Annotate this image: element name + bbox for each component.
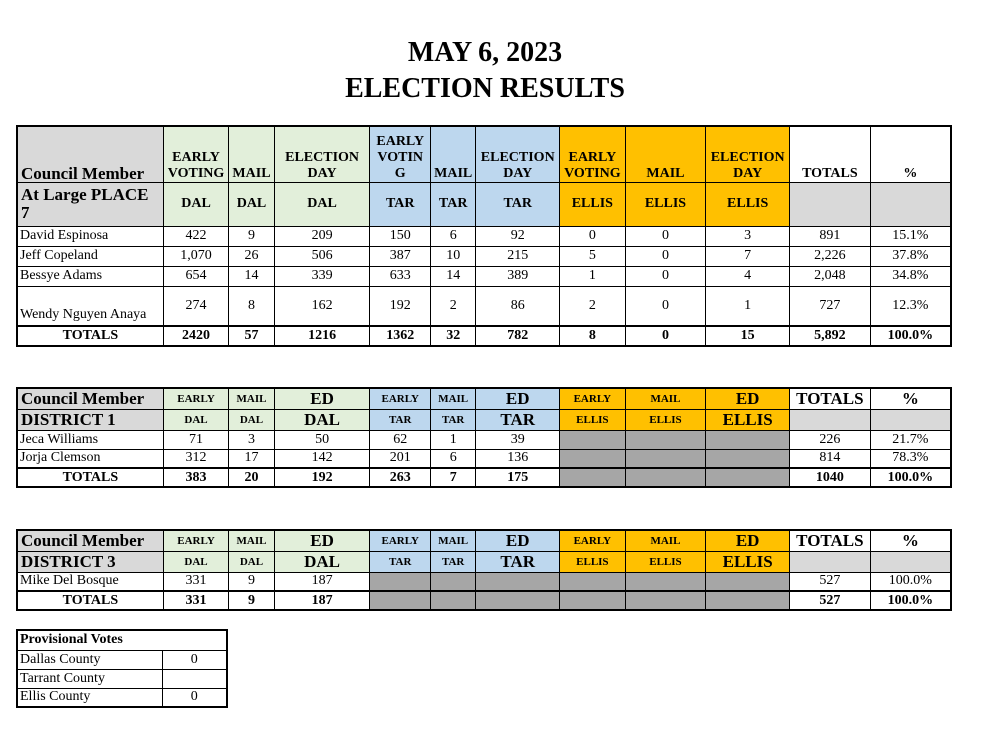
vote-cell: 215 — [476, 246, 560, 266]
blank-cell — [560, 468, 626, 487]
blank-cell — [790, 182, 871, 226]
col-header: MAIL — [625, 126, 706, 182]
vote-cell: 187 — [274, 572, 370, 591]
col-header: ED — [706, 388, 790, 409]
totals-label: TOTALS — [17, 468, 163, 487]
county-label: TAR — [370, 409, 431, 430]
blank-cell — [706, 591, 790, 610]
table-row — [17, 286, 951, 326]
vote-cell: 422 — [163, 226, 229, 246]
total-cell: 2420 — [163, 326, 229, 346]
vote-cell: 0 — [625, 286, 706, 326]
total-cell: 226 — [790, 430, 871, 449]
provisional-count: 0 — [162, 688, 227, 707]
vote-cell: 3 — [706, 226, 790, 246]
vote-cell: 62 — [370, 430, 431, 449]
percent-cell: 100.0% — [870, 468, 951, 487]
county-label: ELLIS — [706, 551, 790, 572]
vote-cell: 192 — [370, 286, 431, 326]
total-cell: 1362 — [370, 326, 431, 346]
vote-cell: 50 — [274, 430, 370, 449]
county-label: TAR — [476, 182, 560, 226]
race-label: Council Member — [17, 126, 163, 182]
county-label: DAL — [274, 551, 370, 572]
vote-cell: 312 — [163, 449, 229, 468]
col-header: ELECTION DAY — [476, 126, 560, 182]
col-header: MAIL — [625, 530, 706, 551]
vote-cell: 5 — [560, 246, 626, 266]
county-label: DAL — [229, 551, 274, 572]
candidate-name: Jeff Copeland — [17, 246, 163, 266]
candidate-name: Wendy Nguyen Anaya — [17, 286, 163, 326]
county-label: ELLIS — [625, 409, 706, 430]
blank-cell — [560, 430, 626, 449]
county-label: ELLIS — [625, 182, 706, 226]
total-cell: 192 — [274, 468, 370, 487]
county-label: ELLIS — [706, 182, 790, 226]
col-header: % — [870, 126, 951, 182]
total-cell: 8 — [560, 326, 626, 346]
totals-row — [17, 326, 951, 346]
table-row — [17, 430, 951, 449]
vote-cell: 1,070 — [163, 246, 229, 266]
vote-cell: 71 — [163, 430, 229, 449]
blank-cell — [476, 591, 560, 610]
district-label: DISTRICT 3 — [17, 551, 163, 572]
provisional-votes-table — [16, 629, 228, 708]
county-label: ELLIS — [560, 409, 626, 430]
total-cell: 32 — [431, 326, 476, 346]
vote-cell: 86 — [476, 286, 560, 326]
race-label: Council Member — [17, 388, 163, 409]
vote-cell: 506 — [274, 246, 370, 266]
vote-cell: 389 — [476, 266, 560, 286]
blank-cell — [560, 572, 626, 591]
percent-cell: 12.3% — [870, 286, 951, 326]
county-name: Ellis County — [17, 688, 162, 707]
blank-cell — [870, 182, 951, 226]
blank-cell — [431, 591, 476, 610]
vote-cell: 0 — [625, 226, 706, 246]
vote-cell: 8 — [229, 286, 274, 326]
vote-cell: 1 — [431, 430, 476, 449]
county-label: ELLIS — [560, 182, 626, 226]
county-label: TAR — [431, 182, 476, 226]
col-header: EARLY — [370, 388, 431, 409]
vote-cell: 6 — [431, 226, 476, 246]
candidate-name: Jorja Clemson — [17, 449, 163, 468]
candidate-name: Jeca Williams — [17, 430, 163, 449]
table-row — [17, 669, 227, 688]
vote-cell: 26 — [229, 246, 274, 266]
vote-cell: 387 — [370, 246, 431, 266]
col-header: MAIL — [229, 126, 274, 182]
blank-cell — [706, 572, 790, 591]
table-row — [17, 266, 951, 286]
total-cell: 57 — [229, 326, 274, 346]
col-header: ED — [476, 388, 560, 409]
col-header: EARLY VOTIN G — [370, 126, 431, 182]
col-header: MAIL — [625, 388, 706, 409]
vote-cell: 633 — [370, 266, 431, 286]
totals-label: TOTALS — [17, 591, 163, 610]
vote-cell: 9 — [229, 572, 274, 591]
blank-cell — [560, 591, 626, 610]
table-row — [17, 449, 951, 468]
blank-cell — [625, 449, 706, 468]
blank-cell — [790, 409, 871, 430]
total-cell: 175 — [476, 468, 560, 487]
col-header: EARLY — [163, 530, 229, 551]
vote-cell: 150 — [370, 226, 431, 246]
vote-cell: 6 — [431, 449, 476, 468]
vote-cell: 339 — [274, 266, 370, 286]
vote-cell: 201 — [370, 449, 431, 468]
county-name: Dallas County — [17, 650, 162, 669]
col-header: ED — [476, 530, 560, 551]
percent-cell: 100.0% — [870, 572, 951, 591]
vote-cell: 331 — [163, 572, 229, 591]
total-cell: 1216 — [274, 326, 370, 346]
col-header: MAIL — [229, 530, 274, 551]
vote-cell: 0 — [625, 266, 706, 286]
page-title: ELECTION RESULTS — [345, 73, 625, 104]
totals-row — [17, 591, 951, 610]
total-cell: 782 — [476, 326, 560, 346]
candidate-name: Mike Del Bosque — [17, 572, 163, 591]
percent-cell: 15.1% — [870, 226, 951, 246]
vote-cell: 92 — [476, 226, 560, 246]
vote-cell: 162 — [274, 286, 370, 326]
total-cell: 15 — [706, 326, 790, 346]
vote-cell: 1 — [560, 266, 626, 286]
vote-cell: 2 — [560, 286, 626, 326]
total-cell: 527 — [790, 572, 871, 591]
table-row — [17, 688, 227, 707]
county-label: DAL — [274, 182, 370, 226]
col-header: EARLY VOTING — [560, 126, 626, 182]
totals-label: TOTALS — [17, 326, 163, 346]
vote-cell: 7 — [706, 246, 790, 266]
col-header: ED — [274, 530, 370, 551]
blank-cell — [790, 551, 871, 572]
provisional-title: Provisional Votes — [17, 630, 227, 650]
total-cell: 5,892 — [790, 326, 871, 346]
total-cell: 814 — [790, 449, 871, 468]
total-cell: 263 — [370, 468, 431, 487]
district-3-results-table — [16, 529, 952, 611]
percent-cell: 100.0% — [870, 326, 951, 346]
total-cell: 7 — [431, 468, 476, 487]
provisional-count — [162, 669, 227, 688]
vote-cell: 10 — [431, 246, 476, 266]
county-label: DAL — [229, 409, 274, 430]
vote-cell: 0 — [625, 246, 706, 266]
county-label: TAR — [431, 551, 476, 572]
total-cell: 527 — [790, 591, 871, 610]
county-label: ELLIS — [625, 551, 706, 572]
blank-cell — [370, 572, 431, 591]
blank-cell — [870, 409, 951, 430]
col-header: MAIL — [431, 126, 476, 182]
percent-cell: 78.3% — [870, 449, 951, 468]
district-label: DISTRICT 1 — [17, 409, 163, 430]
blank-cell — [706, 430, 790, 449]
col-header: % — [870, 388, 951, 409]
at-large-results-table — [16, 125, 952, 347]
blank-cell — [560, 449, 626, 468]
county-name: Tarrant County — [17, 669, 162, 688]
vote-cell: 14 — [431, 266, 476, 286]
vote-cell: 14 — [229, 266, 274, 286]
county-label: TAR — [476, 551, 560, 572]
col-header: TOTALS — [790, 388, 871, 409]
vote-cell: 2 — [431, 286, 476, 326]
candidate-name: David Espinosa — [17, 226, 163, 246]
col-header: EARLY — [163, 388, 229, 409]
table-row — [17, 650, 227, 669]
total-cell: 891 — [790, 226, 871, 246]
blank-cell — [625, 468, 706, 487]
vote-cell: 4 — [706, 266, 790, 286]
vote-cell: 136 — [476, 449, 560, 468]
county-label: TAR — [431, 409, 476, 430]
blank-cell — [431, 572, 476, 591]
vote-cell: 39 — [476, 430, 560, 449]
vote-cell: 9 — [229, 226, 274, 246]
table-row — [17, 226, 951, 246]
district-1-results-table — [16, 387, 952, 488]
blank-cell — [476, 572, 560, 591]
county-label: DAL — [229, 182, 274, 226]
blank-cell — [625, 430, 706, 449]
county-label: DAL — [163, 551, 229, 572]
percent-cell: 21.7% — [870, 430, 951, 449]
total-cell: 2,048 — [790, 266, 871, 286]
table-row — [17, 572, 951, 591]
percent-cell: 37.8% — [870, 246, 951, 266]
total-cell: 383 — [163, 468, 229, 487]
county-label: DAL — [274, 409, 370, 430]
vote-cell: 142 — [274, 449, 370, 468]
col-header: TOTALS — [790, 126, 871, 182]
col-header: EARLY — [560, 530, 626, 551]
vote-cell: 1 — [706, 286, 790, 326]
percent-cell: 34.8% — [870, 266, 951, 286]
col-header: MAIL — [229, 388, 274, 409]
county-label: ELLIS — [706, 409, 790, 430]
total-cell: 20 — [229, 468, 274, 487]
blank-cell — [706, 449, 790, 468]
blank-cell — [625, 572, 706, 591]
total-cell: 727 — [790, 286, 871, 326]
vote-cell: 17 — [229, 449, 274, 468]
blank-cell — [870, 551, 951, 572]
col-header: ED — [706, 530, 790, 551]
vote-cell: 274 — [163, 286, 229, 326]
col-header: ED — [274, 388, 370, 409]
total-cell: 0 — [625, 326, 706, 346]
totals-row — [17, 468, 951, 487]
vote-cell: 0 — [560, 226, 626, 246]
county-label: DAL — [163, 409, 229, 430]
total-cell: 187 — [274, 591, 370, 610]
col-header: EARLY — [370, 530, 431, 551]
vote-cell: 209 — [274, 226, 370, 246]
race-label: Council Member — [17, 530, 163, 551]
percent-cell: 100.0% — [870, 591, 951, 610]
total-cell: 331 — [163, 591, 229, 610]
col-header: MAIL — [431, 530, 476, 551]
page-title-date: MAY 6, 2023 — [407, 37, 563, 68]
county-label: DAL — [163, 182, 229, 226]
total-cell: 1040 — [790, 468, 871, 487]
blank-cell — [625, 591, 706, 610]
col-header: EARLY VOTING — [163, 126, 229, 182]
county-label: ELLIS — [560, 551, 626, 572]
county-label: TAR — [370, 551, 431, 572]
county-label: TAR — [476, 409, 560, 430]
col-header: ELECTION DAY — [706, 126, 790, 182]
candidate-name: Bessye Adams — [17, 266, 163, 286]
county-label: TAR — [370, 182, 431, 226]
place-label: At Large PLACE 7 — [17, 182, 163, 226]
provisional-count: 0 — [162, 650, 227, 669]
blank-cell — [370, 591, 431, 610]
vote-cell: 3 — [229, 430, 274, 449]
col-header: ELECTION DAY — [274, 126, 370, 182]
total-cell: 9 — [229, 591, 274, 610]
table-row — [17, 246, 951, 266]
total-cell: 2,226 — [790, 246, 871, 266]
col-header: % — [870, 530, 951, 551]
vote-cell: 654 — [163, 266, 229, 286]
blank-cell — [706, 468, 790, 487]
col-header: TOTALS — [790, 530, 871, 551]
col-header: MAIL — [431, 388, 476, 409]
col-header: EARLY — [560, 388, 626, 409]
